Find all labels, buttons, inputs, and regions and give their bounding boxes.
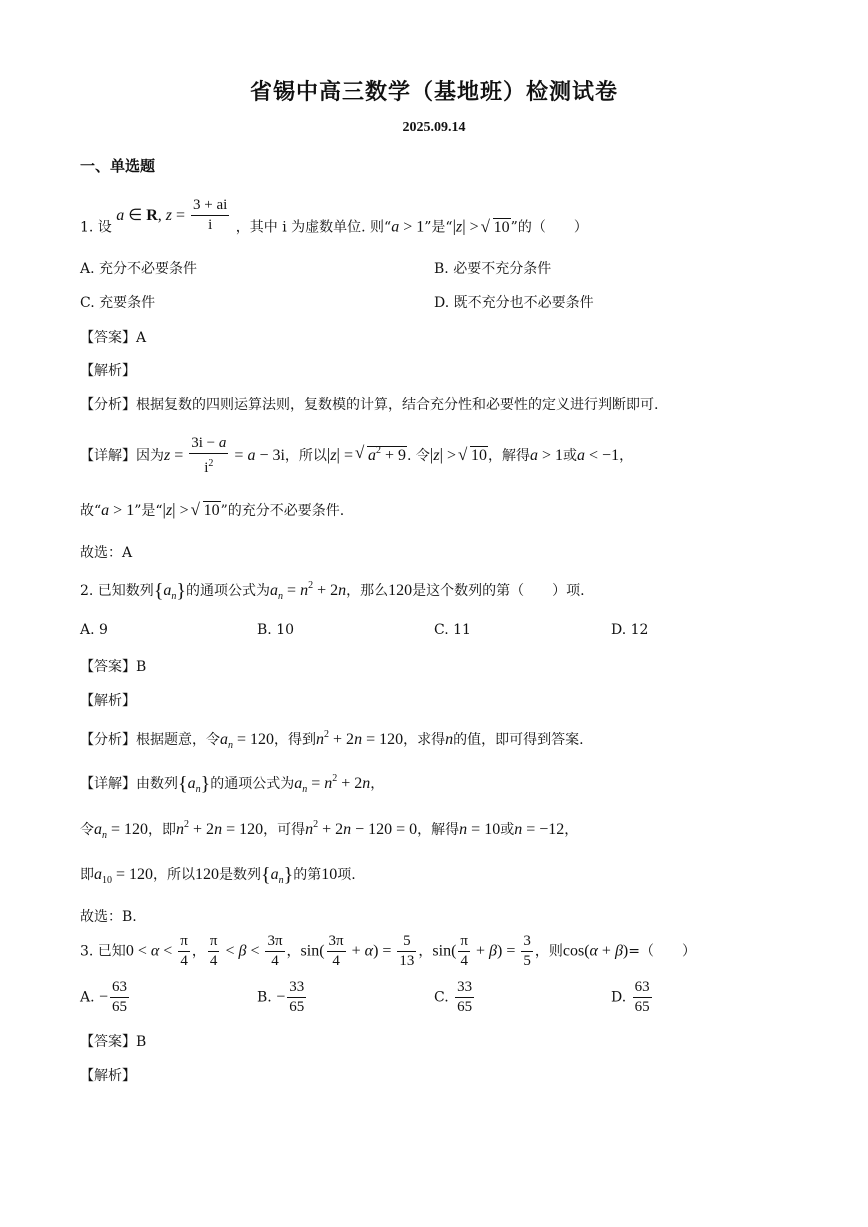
q2-option-a: A. 9 [80,622,108,638]
q2-detail-line3: 即$a_{10} = 120$，所以120是数列$\{a_n\}$的第10项. [80,864,356,886]
q1-choose: 故选：A [80,545,133,561]
q3-option-d: D. $\frac{63}{65}$ [611,979,650,1015]
q2-option-d: D. 12 [611,622,649,638]
q1-number: 1. 设 [80,219,112,236]
q1-option-c: C. 充要条件 [80,295,156,311]
q2-jiexi: 【解析】 [80,693,136,709]
q1-fraction: $\frac{3 + ai}{i}$ [193,197,228,233]
q1-option-d: D. 既不充分也不必要条件 [434,295,594,311]
exam-date: 2025.09.14 [402,120,466,135]
q3-answer: 【答案】B [80,1034,147,1050]
page-title: 省锡中高三数学（基地班）检测试卷 [249,79,618,105]
question-1-stem: 1. 设 a ∈ R, z = $\frac{3 + ai}{i}$ ，其中 i 为虚数单位. 则“a > 1”是“|z| > √ 10”的（ ） [80,208,588,247]
q1-option-a: A. 充分不必要条件 [80,261,198,277]
q2-option-b: B. 10 [257,622,295,638]
q2-choose: 故选：B. [80,909,137,925]
q1-analysis: 【分析】根据复数的四则运算法则，复数模的计算，结合充分性和必要性的定义进行判断即可. [80,397,659,413]
q2-analysis: 【分析】根据题意，令$a_n = 120$，得到$n^2 + 2n = 120$，求得n的值，即可得到答案. [80,729,584,751]
question-3-stem: 3. 已知0 < α < $\frac{\pi}{4}$ ， $\frac{\pi}{4}$ < β < $\frac{3\pi}{4}$ ，sin( $\frac{3\pi}{4}$ + α) = $\frac{5}{13}$ ，sin( $\frac{\pi}{4}$ + β) = $\frac{3}{5}$ ，则cos(α + β)=（ ） [80,933,696,969]
q2-detail: 【详解】由数列$\{a_n\}$的通项公式为$a_n = n^2 + 2n$， [80,773,385,795]
q1-conclusion: 故“a > 1”是“|z| > √ 10”的充分不必要条件. [80,500,344,520]
question-2-stem: 2. 已知数列$\{a_n\}$的通项公式为$a_n = n^2 + 2n$，那么120是这个数列的第（ ）项. [80,580,585,602]
q1-answer: 【答案】A [80,330,147,346]
q1-detail: 【详解】因为z = $\frac{3i - a}{i^2}$ = a − 3i，所以|z| = √ $a^2 + 9$. 令|z| > √ 10，解得a > 1或a < −1， [80,434,633,478]
q2-option-c: C. 11 [434,622,471,638]
q1-jiexi: 【解析】 [80,363,136,379]
q2-detail-line2: 令$a_n = 120$，即$n^2 + 2n = 120$，可得$n^2 + 2n - 120 = 0$，解得n = 10或n = −12， [80,819,579,841]
q3-option-a: A. − $\frac{63}{65}$ [80,979,128,1015]
q3-option-b: B. − $\frac{33}{65}$ [257,979,305,1015]
q1-option-b: B. 必要不充分条件 [434,261,552,277]
q3-jiexi: 【解析】 [80,1068,136,1084]
q2-answer: 【答案】B [80,659,147,675]
section-heading: 一、单选题 [80,157,156,175]
q3-option-c: C. $\frac{33}{65}$ [434,979,473,1015]
